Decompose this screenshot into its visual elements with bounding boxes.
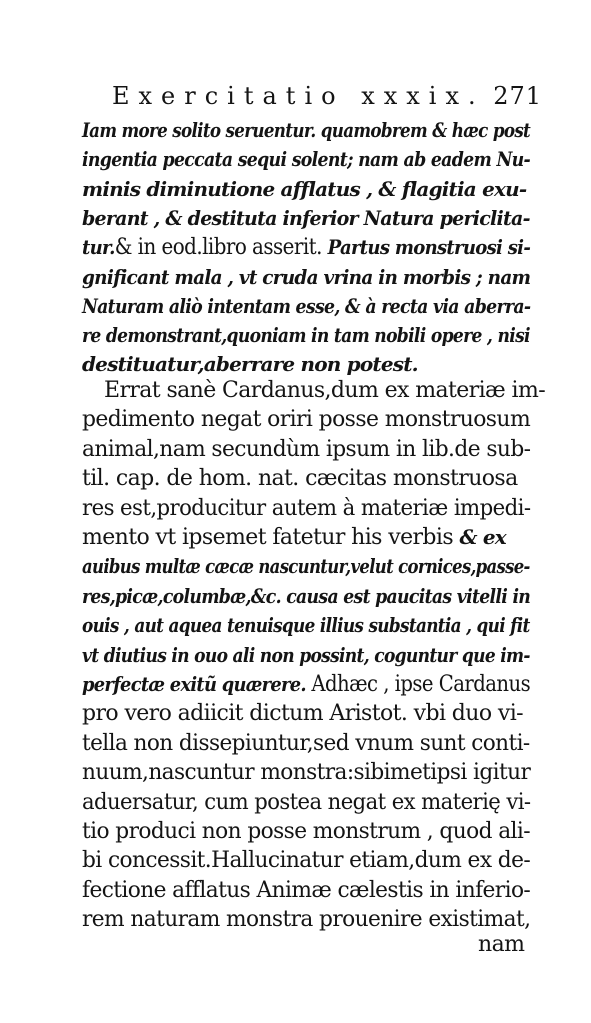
text-line — [82, 205, 530, 230]
text-line — [82, 848, 531, 874]
roman-text: mento vt ipsemet fatetur his verbis — [82, 525, 460, 550]
italic-text: vt diutius in ouo ali non possint, coguntur que im- — [82, 642, 530, 667]
roman-text: fectione afflatus Animæ cælestis in inferio- — [82, 877, 531, 903]
page-number: 271 — [493, 82, 542, 110]
roman-text: Adhæc , ipse Cardanus — [311, 672, 531, 697]
italic-text: re demonstrant,quoniam in tam nobili opere , nisi — [82, 323, 530, 348]
text-line — [82, 907, 531, 933]
italic-text: Partus monstruosi si- — [327, 235, 531, 260]
italic-text: ouis , aut aquea tenuisque illius substantia , qui fit — [82, 613, 530, 638]
roman-text: til. cap. de hom. nat. cæcitas monstruosa — [82, 466, 518, 492]
text-line — [82, 672, 531, 697]
text-line — [82, 176, 530, 201]
italic-text: res,picæ,columbæ,&c. causa est paucitas vitelli in — [82, 583, 531, 608]
text-line — [82, 730, 530, 756]
italic-text: ingentia peccata sequi solent; nam ab eadem Nu- — [82, 147, 531, 172]
italic-text: Naturam aliò intentam esse, & à recta via aberra- — [82, 293, 531, 318]
italic-text: auibus multæ cæcæ nascuntur,velut cornices,passe- — [82, 554, 530, 579]
roman-text: pedimento negat oriri posse monstruosum — [82, 407, 531, 433]
italic-text: berant , & destituta inferior Natura periclita- — [82, 205, 530, 230]
roman-text: & in eod.libro asserit. — [114, 235, 328, 261]
text-line — [82, 495, 531, 521]
roman-text: tella non dissepiuntur,sed vnum sunt conti- — [82, 730, 530, 756]
text-line — [82, 789, 531, 815]
text-line — [82, 436, 531, 462]
text-line — [82, 760, 531, 786]
text-line — [82, 352, 530, 377]
text-line — [82, 819, 531, 844]
roman-text: aduersatur, cum postea negat ex materię vi- — [82, 789, 531, 815]
text-line — [104, 380, 552, 402]
text-line — [82, 407, 531, 433]
italic-text: minis diminutione afflatus , & flagitia exu- — [82, 176, 527, 201]
roman-text: Errat sanè Cardanus,dum ex materiæ im- — [104, 378, 546, 403]
italic-text: perfectæ exitũ quærere. — [82, 672, 312, 696]
text-line — [82, 147, 531, 172]
text-line — [82, 323, 530, 348]
text-line — [82, 527, 530, 549]
text-line — [82, 264, 531, 289]
text-line — [82, 583, 531, 608]
italic-text: Iam more solito seruentur. quamobrem & hæc post — [82, 118, 531, 142]
roman-text: res est,producitur autem à materiæ impedi- — [82, 495, 531, 521]
roman-text: nuum,nascuntur monstra:sibimetipsi igitur — [82, 760, 531, 786]
running-head-title: Exercitatio xxxix. — [112, 82, 485, 110]
italic-text: tur. — [82, 235, 115, 260]
roman-text: animal,nam secundùm ipsum in lib.de sub- — [82, 436, 531, 462]
text-line — [82, 613, 530, 638]
text-line — [82, 642, 530, 667]
text-line — [82, 703, 530, 725]
text-line — [82, 235, 531, 261]
roman-text: tio produci non posse monstrum , quod ali- — [82, 819, 531, 844]
roman-text: pro vero adiicit dictum Aristot. vbi duo vi- — [82, 701, 523, 727]
text-line — [82, 468, 530, 490]
italic-text: gnificant mala , vt cruda vrina in morbis ; nam — [82, 264, 531, 289]
italic-text: destituatur,aberrare non potest. — [82, 352, 418, 377]
text-line — [82, 877, 531, 903]
roman-text: bi concessit.Hallucinatur etiam,dum ex de- — [82, 848, 531, 874]
text-line — [82, 118, 531, 142]
running-head — [112, 82, 542, 112]
italic-text: & ex — [459, 525, 506, 549]
roman-text: rem naturam monstra prouenire existimat, — [82, 907, 531, 933]
catchword: nam — [478, 932, 525, 957]
text-line — [82, 293, 531, 318]
text-line — [82, 554, 530, 579]
